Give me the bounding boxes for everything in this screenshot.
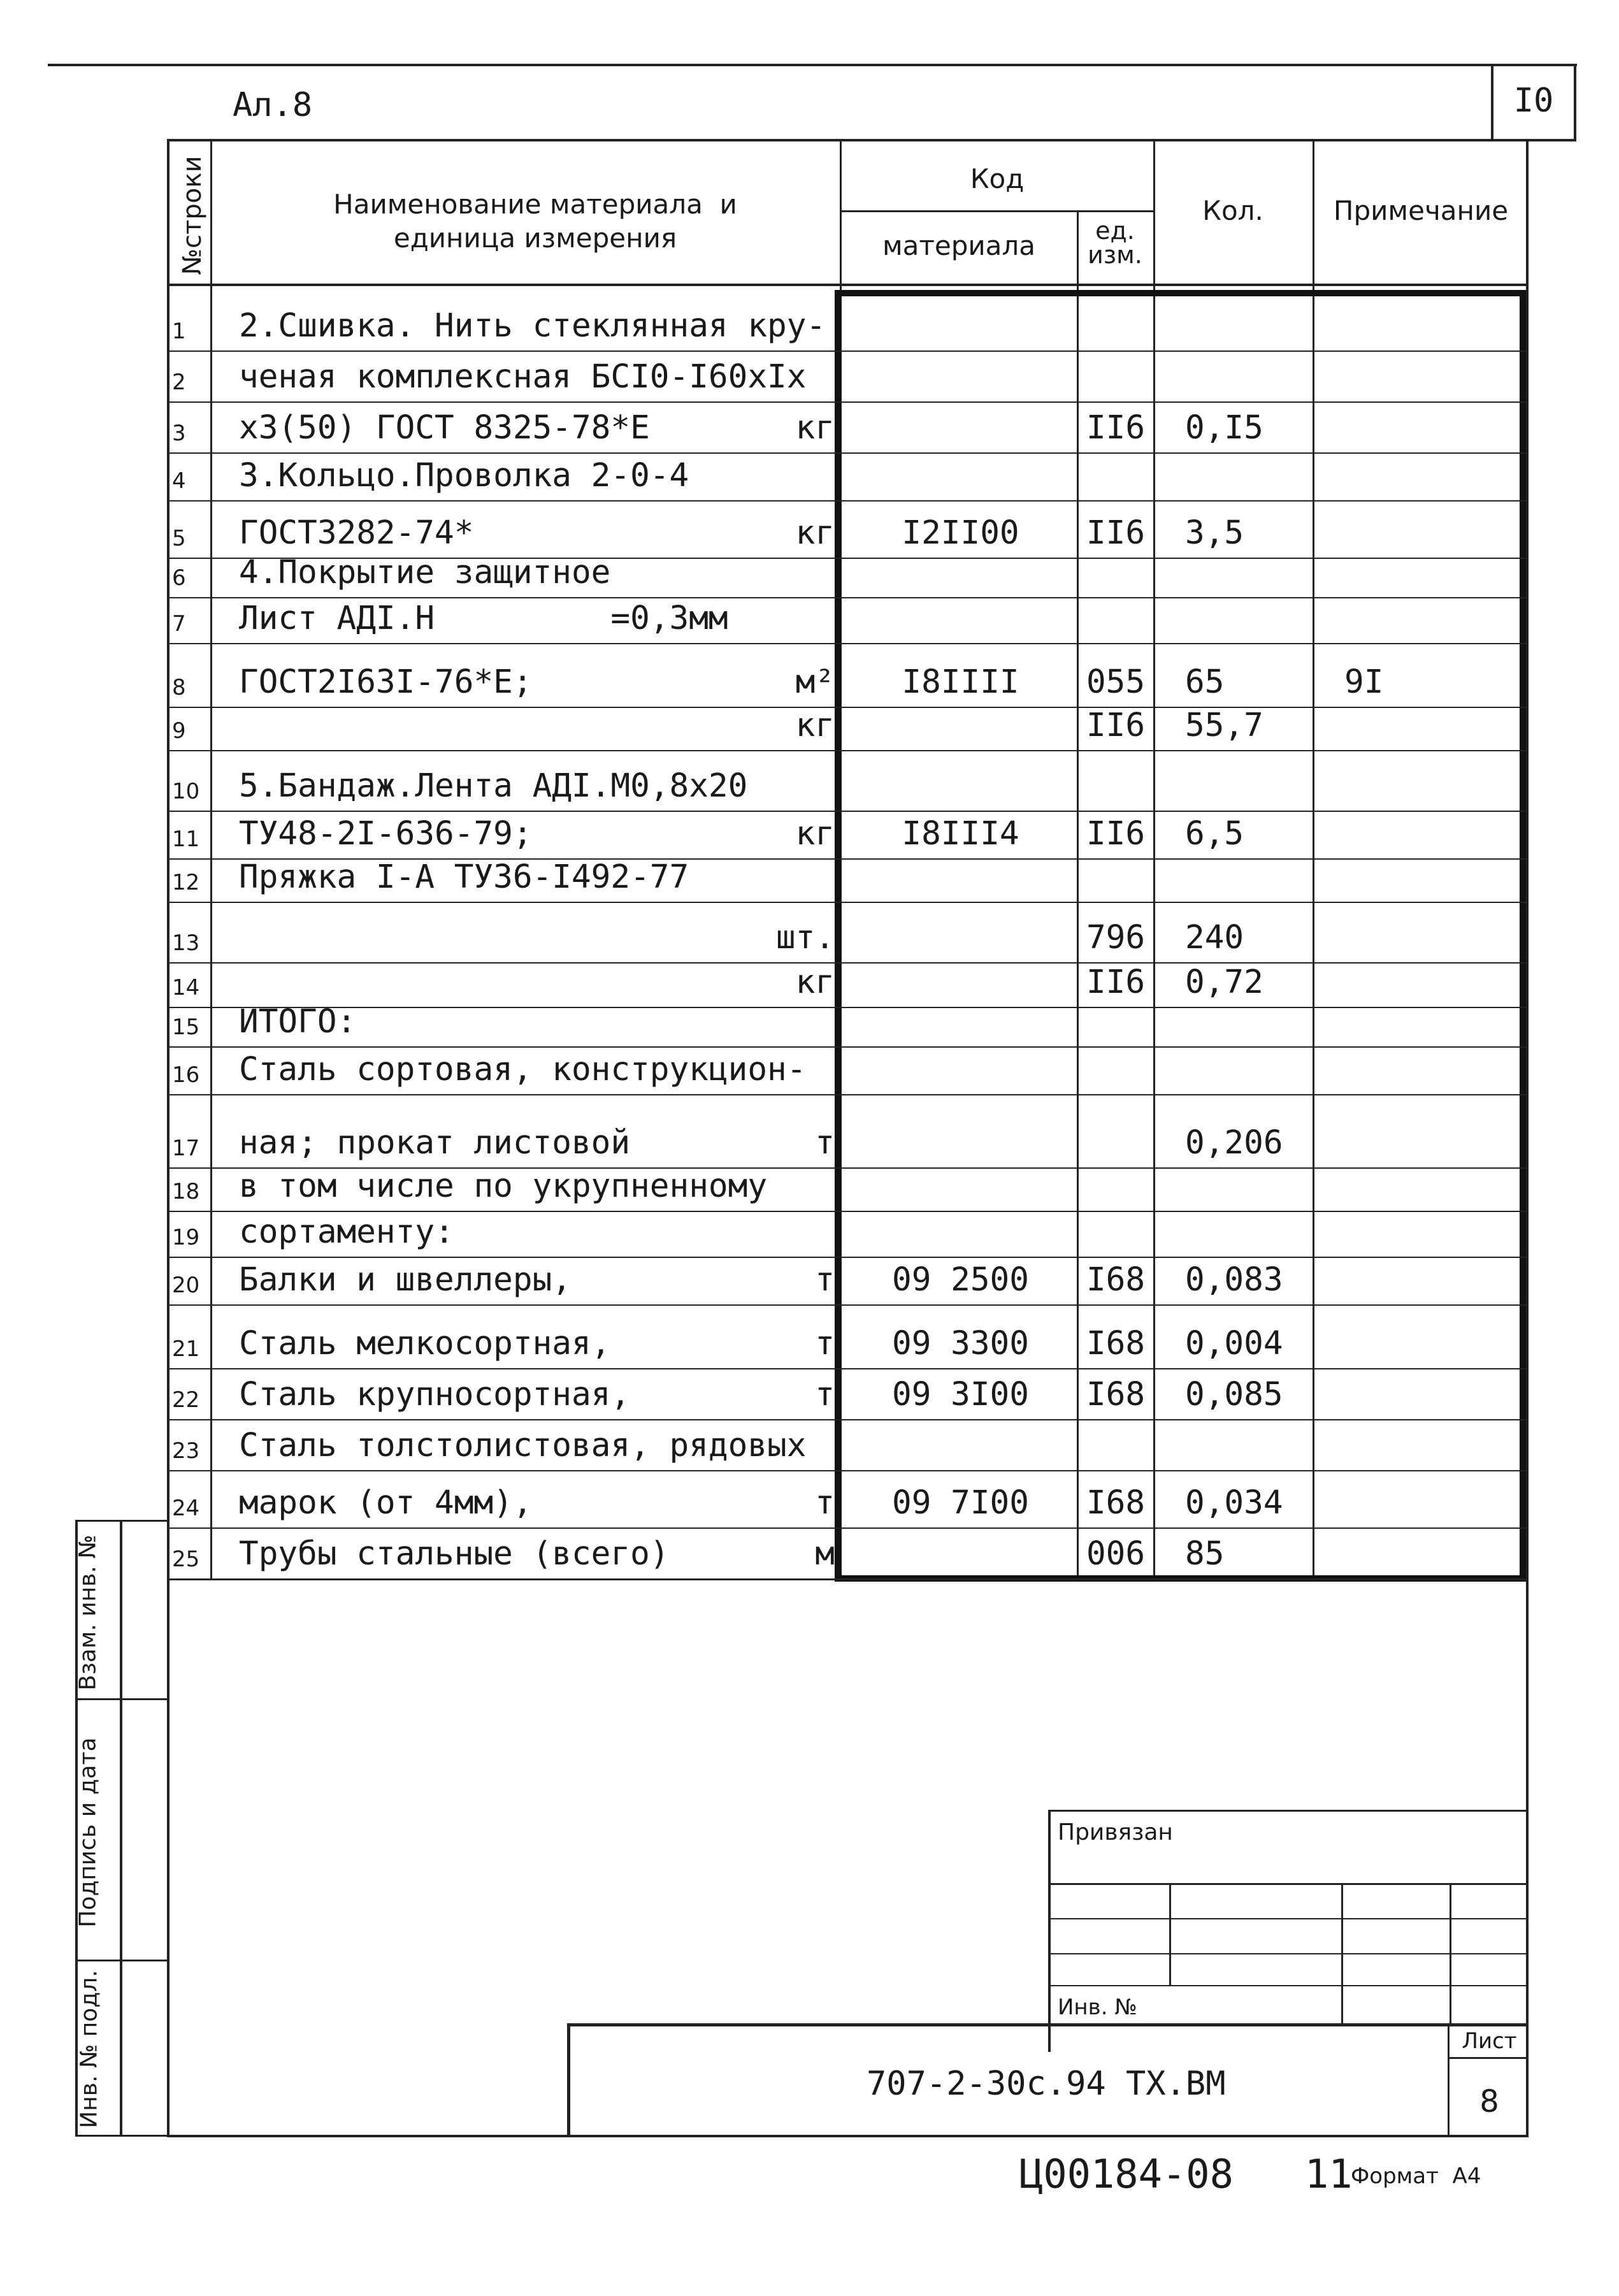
- row-line-9: [167, 750, 1529, 751]
- material-name: в том числе по укрупненному: [239, 1167, 768, 1205]
- unit-code: II6: [1086, 514, 1146, 552]
- stamp-line-2: [1048, 1918, 1526, 1919]
- title-block-left: [567, 2023, 570, 2137]
- quantity: 0,I5: [1185, 409, 1263, 447]
- stamp-vline-2: [1341, 1883, 1343, 2023]
- row-line-3: [167, 452, 1529, 454]
- row-number: 25: [172, 1547, 200, 1572]
- corner-box-right: [1574, 64, 1576, 141]
- unit-code: I68: [1086, 1325, 1146, 1362]
- row-line-2: [167, 401, 1529, 403]
- quantity: 0,72: [1185, 964, 1263, 1001]
- material-name: ГОСТ2I63I-76*Е;: [239, 663, 533, 701]
- stamp-line-1: [1048, 1883, 1526, 1885]
- material-code: 09 2500: [892, 1261, 1029, 1299]
- note: 9I: [1344, 663, 1384, 701]
- row-line-6: [167, 597, 1529, 598]
- material-name: Сталь сортовая, конструкцион-: [239, 1051, 807, 1088]
- thick-block-top: [835, 290, 1526, 296]
- unit-code: II6: [1086, 409, 1146, 447]
- frame-left: [167, 139, 169, 2137]
- header-unit: ед. изм.: [1088, 217, 1142, 269]
- unit-code: 006: [1086, 1535, 1146, 1573]
- row-number: 4: [172, 468, 186, 494]
- sheet-label: Ал.8: [233, 86, 313, 124]
- row-number: 1: [172, 319, 186, 344]
- unit-name: м: [815, 1535, 835, 1573]
- material-code: 09 3300: [892, 1325, 1029, 1362]
- title-block-sheet-line: [1448, 2057, 1527, 2059]
- unit-code: II6: [1086, 707, 1146, 744]
- row-line-16: [167, 1094, 1529, 1095]
- header-name: Наименование материала и единица измерения: [333, 189, 737, 254]
- side-label-replace-inv: Взам. инв. №: [75, 1534, 101, 1691]
- stamp-top: [1048, 1810, 1526, 1812]
- table-bottom-rule: [167, 1578, 1529, 1580]
- row-number: 13: [172, 930, 200, 956]
- row-number: 6: [172, 565, 186, 591]
- stamp-vline-3: [1450, 1883, 1451, 2023]
- row-number: 15: [172, 1014, 200, 1040]
- row-line-23: [167, 1470, 1529, 1471]
- material-name: марок (от 4мм),: [239, 1484, 533, 1522]
- material-name: сортаменту:: [239, 1213, 454, 1251]
- header-qty: Кол.: [1202, 195, 1263, 226]
- corner-number: I0: [1513, 82, 1554, 120]
- row-line-19: [167, 1257, 1529, 1258]
- unit-name: кг: [795, 707, 835, 744]
- material-name: 3.Кольцо.Проволка 2-0-4: [239, 457, 689, 495]
- sheet-title: Лист: [1462, 2028, 1517, 2054]
- unit-name: т: [815, 1124, 835, 1162]
- unit-code: II6: [1086, 815, 1146, 853]
- unit-code: II6: [1086, 964, 1146, 1001]
- header-material: материала: [882, 230, 1035, 261]
- frame-bottom: [167, 2135, 1529, 2137]
- unit-code: I68: [1086, 1261, 1146, 1299]
- unit-name: кг: [795, 964, 835, 1001]
- row-number: 18: [172, 1179, 200, 1204]
- header-note: Примечание: [1333, 195, 1509, 226]
- row-number: 16: [172, 1062, 200, 1088]
- doc-code: 707-2-30с.94 ТХ.ВМ: [867, 2065, 1226, 2103]
- material-name: ная; прокат листовой: [239, 1124, 631, 1162]
- row-number: 2: [172, 370, 186, 395]
- material-code: I2II00: [902, 514, 1019, 552]
- row-line-24: [167, 1527, 1529, 1529]
- material-name: Сталь крупносортная,: [239, 1376, 631, 1413]
- frame-right: [1526, 139, 1529, 2137]
- material-name: ТУ48-2I-636-79;: [239, 815, 533, 853]
- thick-block-right: [1520, 290, 1526, 1578]
- quantity: 85: [1185, 1535, 1225, 1573]
- row-number: 17: [172, 1136, 200, 1161]
- title-block-top: [567, 2023, 1529, 2026]
- stamp-inv-label: Инв. №: [1058, 1995, 1137, 2020]
- row-line-22: [167, 1419, 1529, 1420]
- stamp-line-4: [1048, 1985, 1526, 1986]
- quantity: 55,7: [1185, 707, 1263, 744]
- material-name: 2.Сшивка. Нить стеклянная кру-: [239, 307, 826, 345]
- unit-code: I68: [1086, 1376, 1146, 1413]
- handwritten-registration: Ц00184-08 11: [1019, 2151, 1353, 2197]
- row-number: 14: [172, 975, 200, 1000]
- corner-box-left: [1491, 64, 1493, 141]
- quantity: 0,206: [1185, 1124, 1283, 1162]
- row-line-4: [167, 500, 1529, 502]
- material-name: Сталь толстолистовая, рядовых: [239, 1427, 807, 1464]
- row-number: 19: [172, 1225, 200, 1250]
- material-name: ченая комплексная БСI0-I60хIх: [239, 358, 807, 396]
- quantity: 0,004: [1185, 1325, 1283, 1362]
- row-number: 24: [172, 1496, 200, 1521]
- header-code-split: [840, 210, 1153, 212]
- row-line-15: [167, 1046, 1529, 1048]
- material-name: Сталь мелкосортная,: [239, 1325, 611, 1362]
- row-number: 22: [172, 1387, 200, 1413]
- row-number: 20: [172, 1273, 200, 1298]
- material-name: Лист АДI.Н =0,3мм: [239, 600, 728, 637]
- title-block-sheet-sep: [1448, 2023, 1450, 2137]
- material-name: 5.Бандаж.Лента АДI.М0,8х20: [239, 767, 748, 805]
- header-bottom-rule: [167, 284, 1529, 286]
- material-name: Трубы стальные (всего): [239, 1535, 670, 1573]
- material-code: 09 7I00: [892, 1484, 1029, 1522]
- material-name: х3(50) ГОСТ 8325-78*Е: [239, 409, 650, 447]
- row-number: 7: [172, 611, 186, 637]
- unit-name: т: [815, 1325, 835, 1362]
- stamp-bound-label: Привязан: [1058, 1819, 1173, 1845]
- quantity: 240: [1185, 919, 1244, 957]
- quantity: 3,5: [1185, 514, 1244, 552]
- row-number: 21: [172, 1336, 200, 1362]
- unit-name: кг: [795, 815, 835, 853]
- quantity: 65: [1185, 663, 1225, 701]
- format-label: Формат А4: [1351, 2163, 1481, 2189]
- top-rule: [48, 64, 1577, 66]
- unit-code: 055: [1086, 663, 1146, 701]
- unit-name: т: [815, 1376, 835, 1413]
- row-line-8: [167, 707, 1529, 708]
- unit-code: 796: [1086, 919, 1146, 957]
- material-name: ИТОГО:: [239, 1003, 357, 1041]
- stamp-vline-1: [1169, 1883, 1171, 1985]
- unit-name: т: [815, 1261, 835, 1299]
- frame-top: [167, 139, 1576, 141]
- material-name: Балки и швеллеры,: [239, 1261, 572, 1299]
- row-number: 23: [172, 1438, 200, 1464]
- header-code: Код: [970, 163, 1025, 194]
- material-code: 09 3I00: [892, 1376, 1029, 1413]
- stamp-line-3: [1048, 1953, 1526, 1954]
- row-number: 5: [172, 526, 186, 551]
- side-top: [75, 1520, 169, 1522]
- row-number: 8: [172, 675, 186, 700]
- unit-name: т: [815, 1484, 835, 1522]
- quantity: 0,034: [1185, 1484, 1283, 1522]
- quantity: 0,083: [1185, 1261, 1283, 1299]
- row-number: 9: [172, 718, 186, 744]
- side-col-mid: [120, 1520, 122, 2137]
- row-number: 10: [172, 779, 200, 804]
- quantity: 6,5: [1185, 815, 1244, 853]
- row-line-1: [167, 350, 1529, 352]
- side-label-sign-date: Подпись и дата: [75, 1737, 101, 1928]
- row-line-10: [167, 811, 1529, 812]
- row-line-7: [167, 643, 1529, 644]
- unit-name: м²: [795, 663, 835, 701]
- quantity: 0,085: [1185, 1376, 1283, 1413]
- material-name: ГОСТ3282-74*: [239, 514, 474, 552]
- unit-name: шт.: [775, 919, 835, 957]
- material-name: Пряжка I-А ТУ36-I492-77: [239, 858, 689, 896]
- row-number: 12: [172, 870, 200, 895]
- side-label-inv-orig: Инв. № подл.: [76, 1970, 103, 2128]
- material-code: I8IIII: [902, 663, 1019, 701]
- row-line-13: [167, 962, 1529, 964]
- header-row-no-text: №строки: [178, 155, 207, 275]
- row-line-18: [167, 1211, 1529, 1212]
- row-line-12: [167, 902, 1529, 903]
- stamp-left: [1048, 1810, 1051, 2052]
- row-line-20: [167, 1304, 1529, 1306]
- material-name: 4.Покрытие защитное: [239, 554, 611, 591]
- unit-code: I68: [1086, 1484, 1146, 1522]
- unit-name: кг: [795, 514, 835, 552]
- header-row-no: [175, 150, 210, 284]
- sheet-number: 8: [1479, 2084, 1499, 2119]
- material-code: I8III4: [902, 815, 1019, 853]
- unit-name: кг: [795, 409, 835, 447]
- row-number: 3: [172, 421, 186, 446]
- row-number: 11: [172, 827, 200, 852]
- row-line-21: [167, 1368, 1529, 1369]
